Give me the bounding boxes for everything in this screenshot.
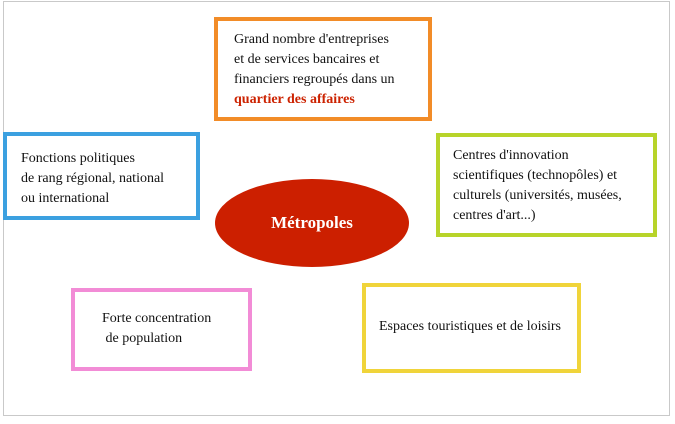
box-innovation-centres (436, 133, 657, 237)
center-label: Métropoles (271, 213, 353, 232)
box-line: financiers regroupés dans un (234, 72, 395, 87)
box-business-district (214, 17, 432, 121)
box-highlight-line: quartier des affaires (234, 92, 355, 107)
box-line: et de services bancaires et (234, 52, 380, 67)
box-line: culturels (universités, musées, (453, 188, 622, 203)
box-population (71, 288, 252, 371)
box-line: Forte concentration (102, 311, 212, 326)
box-line: de rang régional, national (21, 171, 165, 186)
box-tourism (362, 283, 581, 373)
center-ellipse (215, 179, 409, 267)
box-line: centres d'art...) (453, 208, 536, 223)
box-political-functions (3, 132, 200, 220)
box-line: Centres d'innovation (453, 148, 569, 163)
box-line: Fonctions politiques (21, 151, 135, 166)
box-line: Grand nombre d'entreprises (234, 32, 389, 47)
box-line: scientifiques (technopôles) et (453, 168, 618, 183)
box-line: ou international (21, 191, 110, 206)
box-line: de population (102, 331, 183, 346)
box-line: Espaces touristiques et de loisirs (379, 319, 561, 334)
